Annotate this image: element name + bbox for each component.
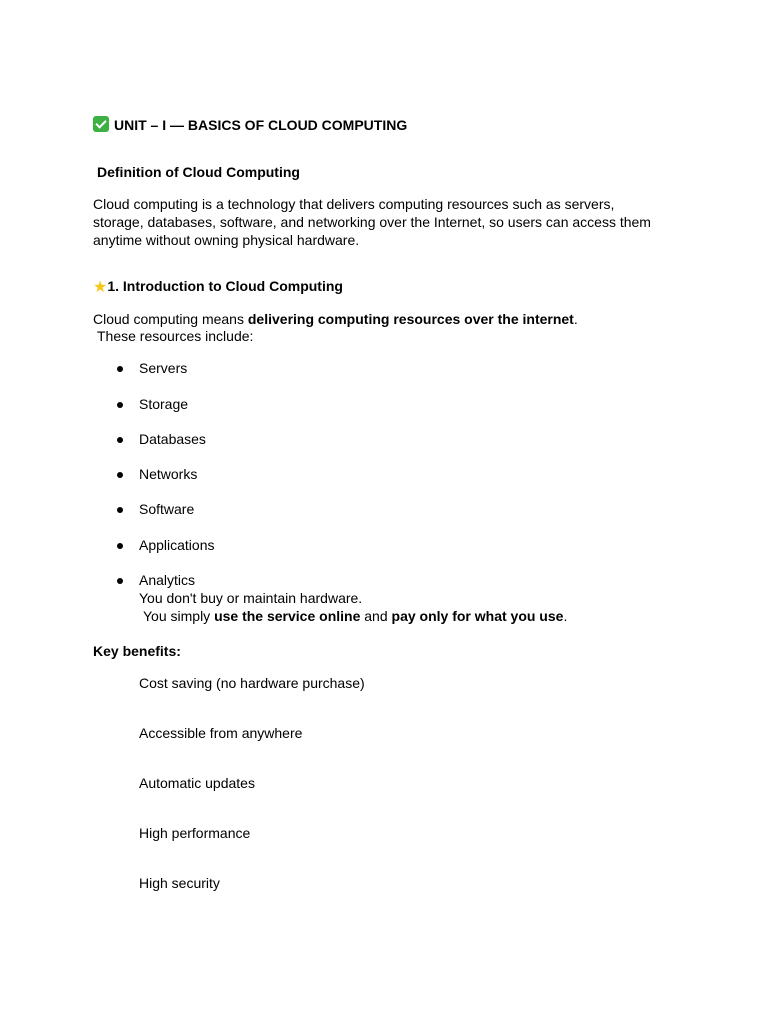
list-item: Networks xyxy=(139,466,198,482)
definition-line-3: anytime without owning physical hardware. xyxy=(93,232,360,248)
list-item: Software xyxy=(139,501,195,517)
bullet-icon xyxy=(117,437,123,443)
intro-text: Cloud computing means xyxy=(93,311,248,327)
note-text: . xyxy=(563,608,568,624)
note-bold-text: pay only for what you use xyxy=(391,608,564,624)
benefit-item: Accessible from anywhere xyxy=(139,725,303,741)
definition-line-1: Cloud computing is a technology that delivers computing resources such as servers, xyxy=(93,196,615,212)
note-line-1: You don't buy or maintain hardware. xyxy=(139,590,363,606)
benefit-item: High security xyxy=(139,875,220,891)
note-line-2 xyxy=(143,607,567,625)
list-item: Servers xyxy=(139,360,188,376)
bullet-icon xyxy=(117,507,123,513)
benefits-heading: Key benefits: xyxy=(93,643,181,659)
introduction-heading xyxy=(93,277,343,295)
definition-line-2: storage, databases, software, and networking over the Internet, so users can access them xyxy=(93,214,651,230)
note-bold-text: use the service online xyxy=(214,608,361,624)
list-item: Databases xyxy=(139,431,206,447)
list-item: Storage xyxy=(139,396,189,412)
list-item: Applications xyxy=(139,537,215,553)
check-mark-icon xyxy=(93,116,109,132)
bullet-icon xyxy=(117,578,123,584)
intro-bold-text: delivering computing resources over the internet xyxy=(247,311,574,327)
intro-suffix: . xyxy=(573,311,578,327)
benefit-item: Automatic updates xyxy=(139,775,255,791)
introduction-sentence xyxy=(93,310,578,328)
benefit-item: Cost saving (no hardware purchase) xyxy=(139,675,365,691)
bullet-icon xyxy=(117,543,123,549)
note-text: You simply xyxy=(143,608,215,624)
unit-heading xyxy=(93,116,407,134)
note-text: and xyxy=(360,608,392,624)
bullet-icon xyxy=(117,402,123,408)
resources-intro: These resources include: xyxy=(97,328,254,344)
benefit-item: High performance xyxy=(139,825,251,841)
introduction-heading-text: 1. Introduction to Cloud Computing xyxy=(107,278,343,294)
bullet-icon xyxy=(117,366,123,372)
definition-heading: Definition of Cloud Computing xyxy=(97,164,300,180)
list-item: Analytics xyxy=(139,572,196,588)
bullet-icon xyxy=(117,472,123,478)
star-icon: ★ xyxy=(93,277,108,296)
unit-heading-text: UNIT – I — BASICS OF CLOUD COMPUTING xyxy=(114,117,408,133)
